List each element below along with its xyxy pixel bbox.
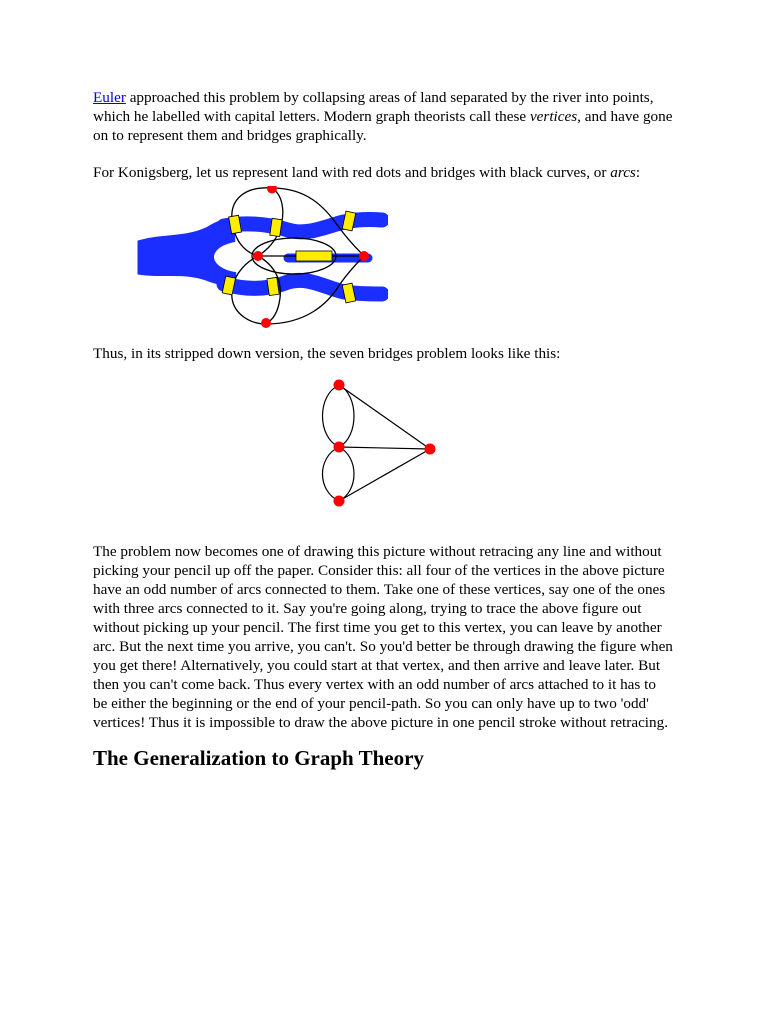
- vertex-east: [359, 251, 369, 261]
- vertex-south: [261, 318, 271, 328]
- graph-arc-bottom-right: [339, 447, 354, 501]
- seven-bridges-graph-figure: [317, 379, 445, 509]
- arcs-term: arcs: [610, 164, 636, 181]
- konigsberg-paragraph: [93, 163, 673, 182]
- graph-vertex-top: [334, 380, 345, 391]
- problem-paragraph: The problem now becomes one of drawing this picture without retracing any line and without picking your pencil up off the paper. Consider this: all four of the vertices in the above picture have an odd number of arcs connected to them. Take one of these vertices, say one of the ones with three arcs connected to it. Say you're going along, trying to trace the above figure out without picking up your pencil. The first time you get to this vertex, you can leave by another arc. But the next time you arrive, you can't. So you'd better be through drawing the figure when you get there! Alternatively, you could start at that vertex, and then arrive and leave later. But then you can't come back. Thus every vertex with an odd number of arcs attached to it has to be either the beginning or the end of your pencil-path. So you can only have up to two 'odd' vertices! Thus it is impossible to draw the above picture in one pencil stroke without retracing.: [93, 543, 673, 731]
- euler-link[interactable]: Euler: [93, 89, 126, 106]
- bridge-4: [296, 251, 332, 261]
- konigsberg-map-figure: [136, 186, 388, 336]
- document-body: [93, 88, 673, 771]
- graph-edge-middle-right: [339, 447, 430, 449]
- graph-edge-bottom-right: [339, 449, 430, 501]
- graph-vertex-right: [425, 444, 436, 455]
- graph-edge-top-right: [339, 385, 430, 449]
- intro-paragraph: [93, 88, 673, 145]
- stripped-paragraph: Thus, in its stripped down version, the seven bridges problem looks like this:: [93, 345, 561, 362]
- island: [214, 241, 278, 273]
- vertex-north: [267, 186, 277, 194]
- river-south-channel: [224, 280, 382, 294]
- konigsberg-text-2: :: [635, 164, 641, 181]
- bridge-6: [267, 277, 279, 295]
- graph-arc-bottom-left: [323, 447, 340, 501]
- vertices-term: vertices: [529, 108, 578, 125]
- vertex-island: [253, 251, 263, 261]
- intro-text-1: approached this problem by collapsing areas of land separated by the river into points, which he labelled with capital letters. Modern graph theorists call these: [93, 89, 654, 125]
- graph-vertices: [334, 380, 436, 507]
- intro-text-2: , and have gone on to represent them and bridges graphically.: [93, 108, 673, 144]
- konigsberg-text-1: For Konigsberg, let us represent land with red dots and bridges with black curves, or: [93, 164, 611, 181]
- river-north-channel: [224, 219, 382, 231]
- graph-vertex-middle: [334, 442, 345, 453]
- graph-vertex-bottom: [334, 496, 345, 507]
- graph-arc-top-left: [323, 385, 340, 447]
- bridge-2: [270, 218, 282, 236]
- section-heading: The Generalization to Graph Theory: [93, 746, 424, 770]
